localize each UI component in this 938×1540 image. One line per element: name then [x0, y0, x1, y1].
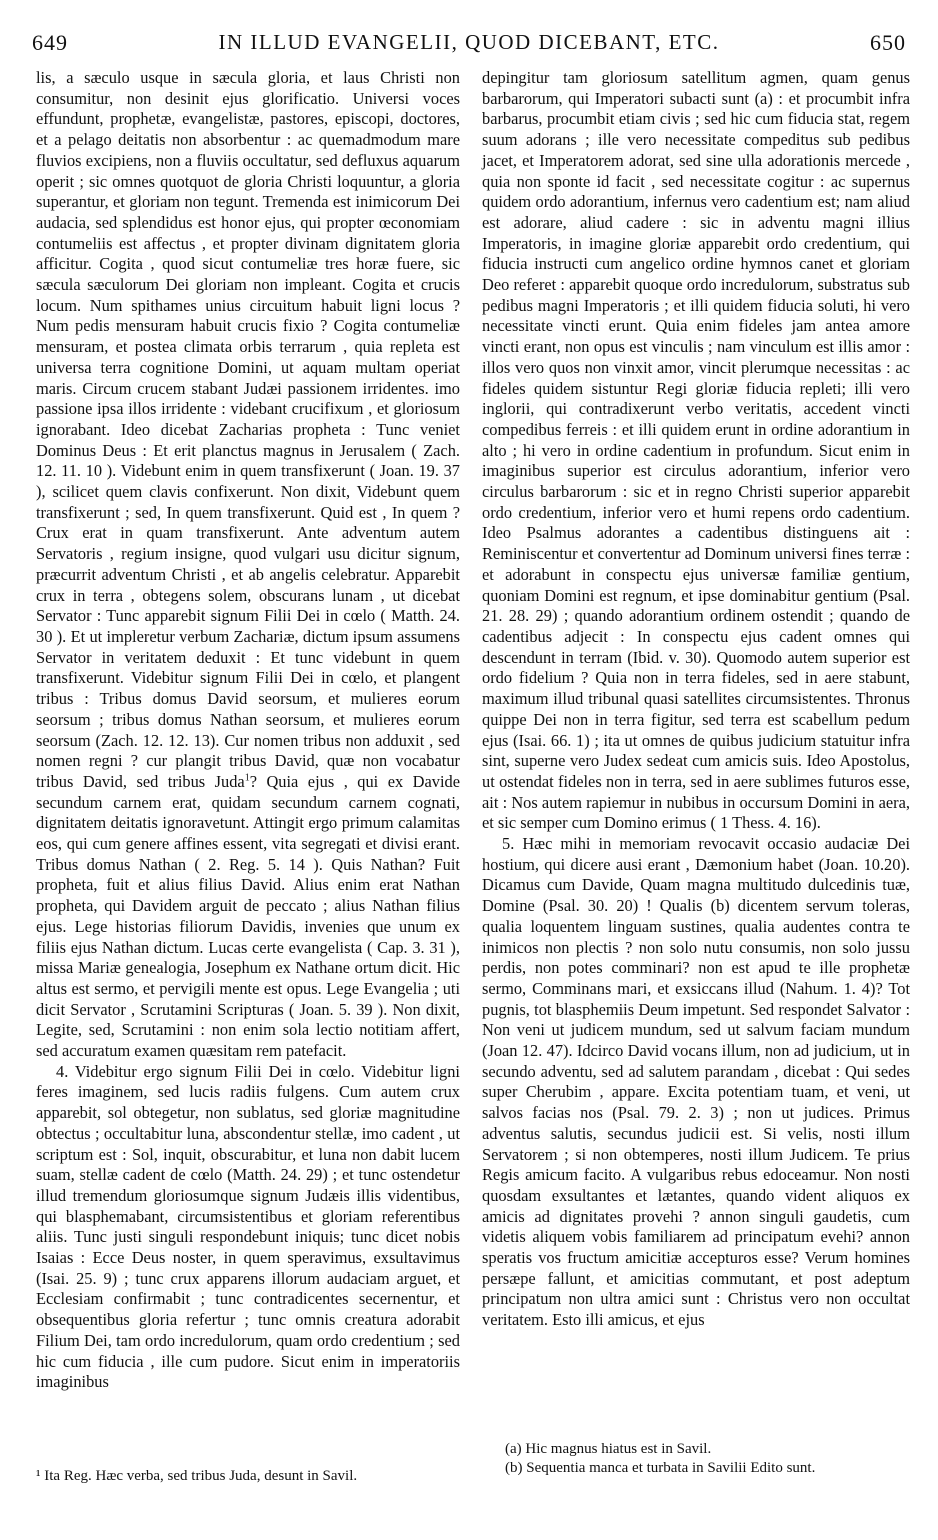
page-number-left: 649 [32, 30, 68, 55]
running-head-title: IN ILLUD EVANGELII, QUOD DICEBANT, ETC. [218, 30, 720, 54]
footnote-marker: 1 [244, 772, 250, 784]
right-paragraph-2: 5. Hæc mihi in memoriam revocavit occasio audaciæ Dei hostium, qui dicere ausi erant , Dæmonium habet (Joan. 10.20). Dicamus cum Davide, Quam magna multitudo dulcedinis tuæ, Domine (Psal. 30. 20) ! Qualis (b) dicentem servum toleras, qualia loquentem linguam sustines, qualia audentes contra te inimicos non plectis ? non solo nutu consumis, non solo jussu perdis, non potes comminari? non est apud te ille prophetæ sermo, Comminans mari, et exsiccans illud (Nahum. 1. 4)? Tot pugnis, tot blasphemiis Deum impetunt. Sed respondet Salvator : Non veni ut judicem mundum, sed ut salvum faciam mundum (Joan 12. 47). Idcirco David vocans illum, non ad judicium, ut in secundo adventu, sed ad salutem parandam , dicebat : Qui sedes super Cherubim , appare. Excita potentiam tuam, et veni, ut salvos facias nos (Psal. 79. 2. 3) ; non ut judices. Primus adventus salutis, secundus judicii est. Si velis, nosti illum Servatorem ; si non obtemperes, nosti illum Judicem. Te prius Regis amicum facito. A vulgaribus rebus edoceamur. Non nosti quosdam exsultantes et lætantes, quando vident aliquos ex amicis ad dignitates provehi ? annon singuli gaudetis, cum videtis aliquem vobis familiarem ad principatum evehi? annon speratis vos fructum amicitiæ accepturos esse? Verum homines persæpe fallunt, et amicitias commutant, et post adeptum principatum non ultra amici sunt : Christus vero non occultat veritatem. Esto illi amicus, et ejus [482, 834, 910, 1330]
left-paragraph-2: 4. Videbitur ergo signum Filii Dei in cœlo. Videbitur ligni feres imaginem, sed lucis radiis fulgens. Cum autem crux apparebit, sol obtegetur, non sublatus, sed gloriæ magnitudine obtectus ; occultabitur luna, abscondentur stellæ, imo cadent , ut scriptum est : Sol, inquit, obscurabitur, et luna non dabit lucem suam, stellæ cadent de cœlo (Matth. 24. 29) ; et tunc ostendetur illud tremendum gloriosumque signum Judæis illis videntibus, qui blasphemabant, circumsistentibus et gloriam referentibus aliis. Tunc justi singuli respondebunt iniquis; tunc dicet nobis Isaias : Ecce Deus noster, in quem speravimus, exsultavimus (Isai. 25. 9) ; tunc crux apparens illorum audaciam arguet, et Ecclesiam confirmabit ; tunc contradicentes secernentur, et obsequentibus gloria refertur ; tunc omnis creatura adorabit Filium Dei, tam ordo incredulorum, quam ordo credentium ; sed hic cum fiducia , ille cum pudore. Sicut enim in imperatoriis imaginibus [36, 1061, 460, 1392]
left-paragraph-1 [36, 68, 460, 1062]
footnotes-right [505, 1440, 905, 1478]
running-header [32, 30, 906, 70]
right-column [482, 68, 910, 1331]
footnote-b: (b) Sequentia manca et turbata in Savilii Edito sunt. [505, 1460, 816, 1476]
page-number-right: 650 [870, 30, 906, 55]
left-paragraph-1-text: lis, a sæculo usque in sæcula gloria, et laus Christi non consumitur, non desinit ejus glorificatio. Universi voces effundunt, prophetæ, evangelistæ, pastores, episcopi, doctores, et a pelago deitatis non absorbentur : ac quemadmodum mare fluvios excipiens, non a fluviis occultatur, sed defluxus aquarum operit ; sic omnes quotquot de gloria Christi loquuntur, a gloria superantur, et gloriam non tegunt. Tremenda est inimicorum Dei audacia, sed splendidus est honor ejus, qui propter œconomiam contumeliis est affectus , et propter divinam dignitatem gloria afficitur. Cogita , quod sicut contumeliæ tres horæ fuere, sic sæcula sæculorum Dei gloriam non impleant. Cogita et crucis locum. Num spithames unius circuitum habuit ligni locus ? Num pedis mensuram habuit crucis fixio ? Cogita contumeliæ mensuram, et postea climata orbis terrarum , quia repleta est universa terra cognitione Domini, ut aquam multam operiat maris. Circum crucem stabant Judæi passionem irridentes. imo passione ipsa illos irridente : videbant crucifixum , et gloriosum ignorabant. Ideo dicebat Zacharias propheta : Tunc veniet Dominus Deus : Et erit planctus magnus in Jerusalem ( Zach. 12. 11. 10 ). Videbunt enim in quem transfixerunt ( Joan. 19. 37 ), scilicet quem clavis confixerunt. Non dixit, Videbunt quem transfixerunt ; sed, In quem transfixerunt. Quid est , In quem ? Crux erat in quam transfixerunt. Ante adventum autem Servatoris , regium insigne, quod vulgari usu dicitur signum, præcurrit adventum Christi , et ab angelis celebratur. Apparebit crux in terra , obtegens solem, obscurans lunam , ut dicebat Servator : Tunc apparebit signum Filii Dei in cœlo ( Matth. 24. 30 ). Et ut impleretur verbum Zachariæ, dictum ipsum assumens Servator in veritatem deduxit : Et tunc videbunt in quem transfixerunt. Videbitur signum Filii Dei in cœlo, et plangent tribus : Tribus domus David seorsum, et mulieres eorum seorsum ; tribus domus Nathan seorsum, et mulieres eorum seorsum (Zach. 12. 12. 13). Cur nomen tribus non adduxit , sed nomen regni ? cur plangit tribus David, quæ non vocabatur tribus David, sed tribus Juda [36, 68, 460, 791]
footnote-a: (a) Hic magnus hiatus est in Savil. [505, 1441, 712, 1457]
right-paragraph-1: depingitur tam gloriosum satellitum agmen, quam genus barbarorum, qui Imperatori subacti sunt (a) : et procumbit infra barbarus, procumbit etiam civis ; sed hic cum fiducia stat, regem suum adorans ; ille vero necessitate compeditus sub pedibus jacet, et Imperatorem adorat, sed sine ulla adorationis mercede , quia non sponte id facit , sed necessitate cogitur : ac supernus quidem ordo adorantium, infernus vero cadentium est; nam aliud est adorare, aliud cadere : sic in adventu magni illius Imperatoris, in imagine gloriæ apparebit ordo credentium, qui fiducia instructi cum angelico ordine hymnos canet et gloriam Deo referet : apparebit quoque ordo incredulorum, substratus sub pedibus magni Imperatoris ; et illi quidem fiducia soluti, hi vero necessitate vincti erunt. Quia enim fideles jam antea amore vincti erant, non opus est vinculis ; nam vinculum est illis amor : illos vero quos non vinxit amor, vincit plerumque necessitas : ac fideles quidem sistuntur Regi gloriæ fiducia repleti; illi vero inglorii, qui contradixerunt verbo veritatis, accedent vincti compedibus ferreis : et illi quidem erunt in ordine adorantium in alto ; hi vero in ordine cadentium in profundum. Sicut enim in imaginibus superior est circulus adorantium, inferior vero circulus barbarorum : sic et in regno Christi superior apparebit ordo credentium, inferior vero et humi repens ordo cadentium. Ideo Psalmus adorantes a cadentibus distinguens ait : Reminiscentur et convertentur ad Dominum universi fines terræ : et adorabunt in conspectu ejus universæ familiæ gentium, quoniam Domini est regnum, et ipse dominabitur gentium (Psal. 21. 28. 29) ; quando adorantium ordinem ostendit ; quando de cadentibus adjecit : In conspectu ejus cadent omnes qui descendunt in terram (Ibid. v. 30). Quomodo autem superior est ordo fidelium ? Quia non in terra fideles, sed in aere stabunt, maximum illud tribunal quasi satellites circumsistentes. Thronus quippe Dei non in terra figitur, sed terra est scabellum pedum ejus (Isai. 66. 1) ; ita ut omnes de quibus judicium statuitur infra sint, superne vero Judex sedeat cum amicis suis. Ideo Apostolus, ut ostendat fideles non in terra, sed in aere sublimes futuros esse, ait : Nos autem rapiemur in nubibus in occursum Domini in aera, et sic semper cum Domino erimus ( 1 Thess. 4. 16). [482, 68, 910, 833]
footnote-left [36, 1467, 460, 1486]
left-column [36, 68, 460, 1393]
footnote-1: ¹ Ita Reg. Hæc verba, sed tribus Juda, desunt in Savil. [36, 1468, 358, 1484]
left-paragraph-1-continued: ? Quia ejus , qui ex Davide secundum carnem erat, quidam secundum carnem cognati, dignitatem deitatis ignoravetunt. Attingit ergo primum calamitas eos, qui cum genere affines essent, vita segregati et divisi erant. Tribus domus Nathan ( 2. Reg. 5. 14 ). Quis Nathan? Fuit propheta, fuit et alius filius David. Alius enim erat Nathan propheta, qui Davidem arguit de peccato ; alius Nathan filius ejus. Lege historias filiorum Davidis, invenies que unum ex filiis ejus Nathan dictum. Lucas certe evangelista ( Cap. 3. 31 ), missa Mariæ genealogia, Josephum ex Nathane ortum dicit. Hic altus est sermo, et pervigili mente est opus. Lege Evangelia ; uti dicit Servator , Scrutamini Scripturas ( Joan. 5. 39 ). Non dixit, Legite, sed, Scrutamini : non enim sola lectio notitiam affert, sed accuratum examen quæsitam rem patefacit. [36, 771, 461, 1061]
